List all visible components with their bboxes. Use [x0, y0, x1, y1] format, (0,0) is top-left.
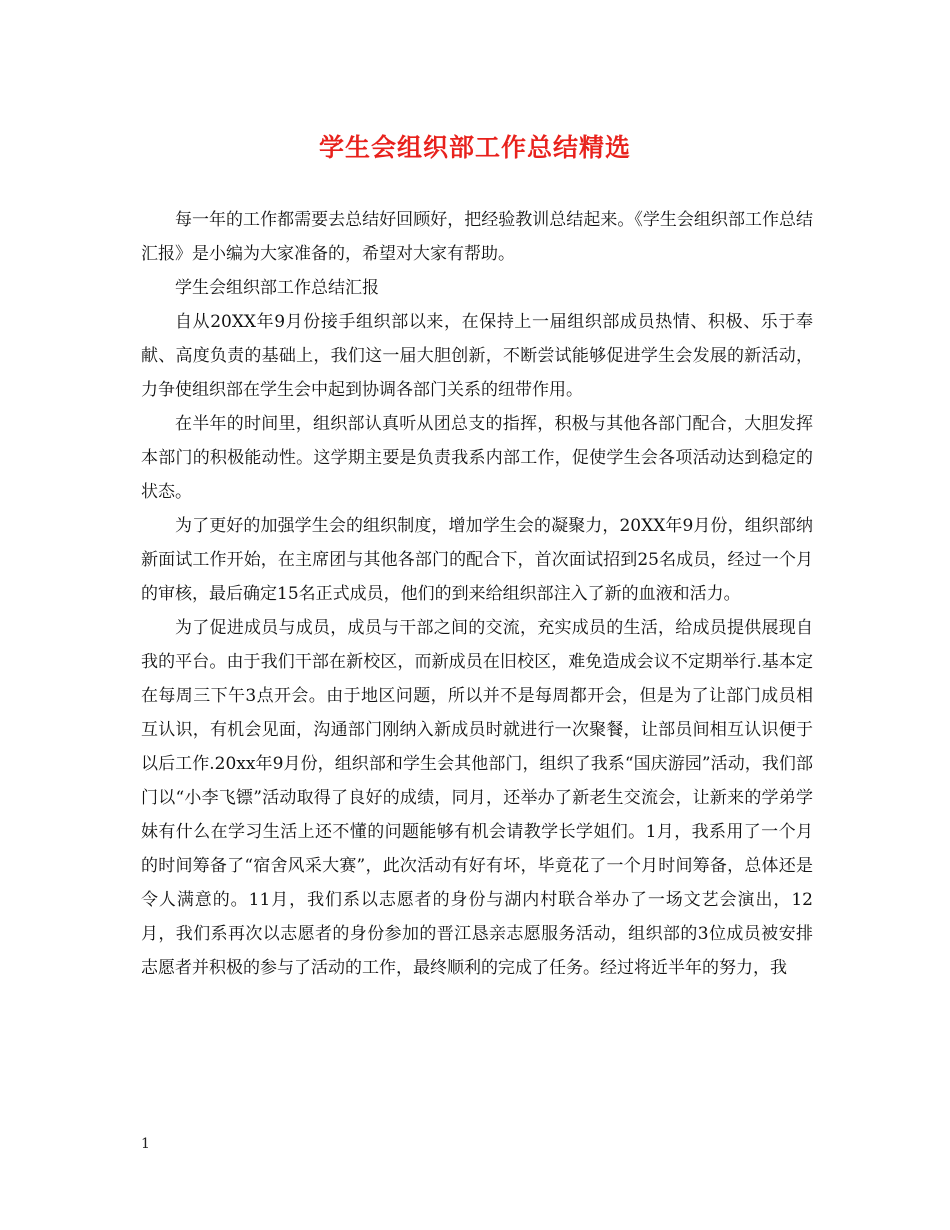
- document-title: 学生会组织部工作总结精选: [318, 133, 631, 162]
- paragraph-1: 自从20XX年9月份接手组织部以来，在保持上一届组织部成员热情、积极、乐于奉献、高度负责的基础上，我们这一届大胆创新，不断尝试能够促进学生会发展的新活动，力争使组织部在学生会中起到协调各部门关系的纽带作用。: [141, 312, 813, 400]
- paragraph-subtitle: 学生会组织部工作总结汇报: [175, 278, 379, 298]
- paragraph-2: 在半年的时间里，组织部认真听从团总支的指挥，积极与其他各部门配合，大胆发挥本部门的积极能动性。这学期主要是负责我系内部工作，促使学生会各项活动达到稳定的状态。: [141, 414, 813, 502]
- paragraph-intro: 每一年的工作都需要去总结好回顾好，把经验教训总结起来。《学生会组织部工作总结汇报》是小编为大家准备的，希望对大家有帮助。: [141, 210, 813, 264]
- page-number: 1: [141, 1136, 150, 1152]
- paragraph-4: 为了促进成员与成员，成员与干部之间的交流，充实成员的生活，给成员提供展现自我的平台。由于我们干部在新校区，而新成员在旧校区，难免造成会议不定期举行.基本定在每周三下午3点开会。由于地区问题，所以并不是每周都开会，但是为了让部门成员相互认识，有机会见面，沟通部门刚纳入新成员时就进行一次聚餐，让部员间相互认识便于以后工作.20xx年9月份，组织部和学生会其他部门，组织了我系“国庆游园”活动，我们部门以“小李飞镖”活动取得了良好的成绩，同月，还举办了新老生交流会，让新来的学弟学妹有什么在学习生活上还不懂的问题能够有机会请教学长学姐们。1月，我系用了一个月的时间筹备了“宿舍风采大赛”，此次活动有好有坏，毕竟花了一个月时间筹备，总体还是令人满意的。11月，我们系以志愿者的身份与湖内村联合举办了一场文艺会演出，12月，我们系再次以志愿者的身份参加的晋江恳亲志愿服务活动，组织部的3位成员被安排志愿者并积极的参与了活动的工作，最终顺利的完成了任务。经过将近半年的努力，我: [141, 618, 813, 978]
- document-body: [141, 203, 813, 985]
- paragraph-3: 为了更好的加强学生会的组织制度，增加学生会的凝聚力，20XX年9月份，组织部纳新面试工作开始，在主席团与其他各部门的配合下，首次面试招到25名成员，经过一个月的审核，最后确定15名正式成员，他们的到来给组织部注入了新的血液和活力。: [141, 516, 813, 604]
